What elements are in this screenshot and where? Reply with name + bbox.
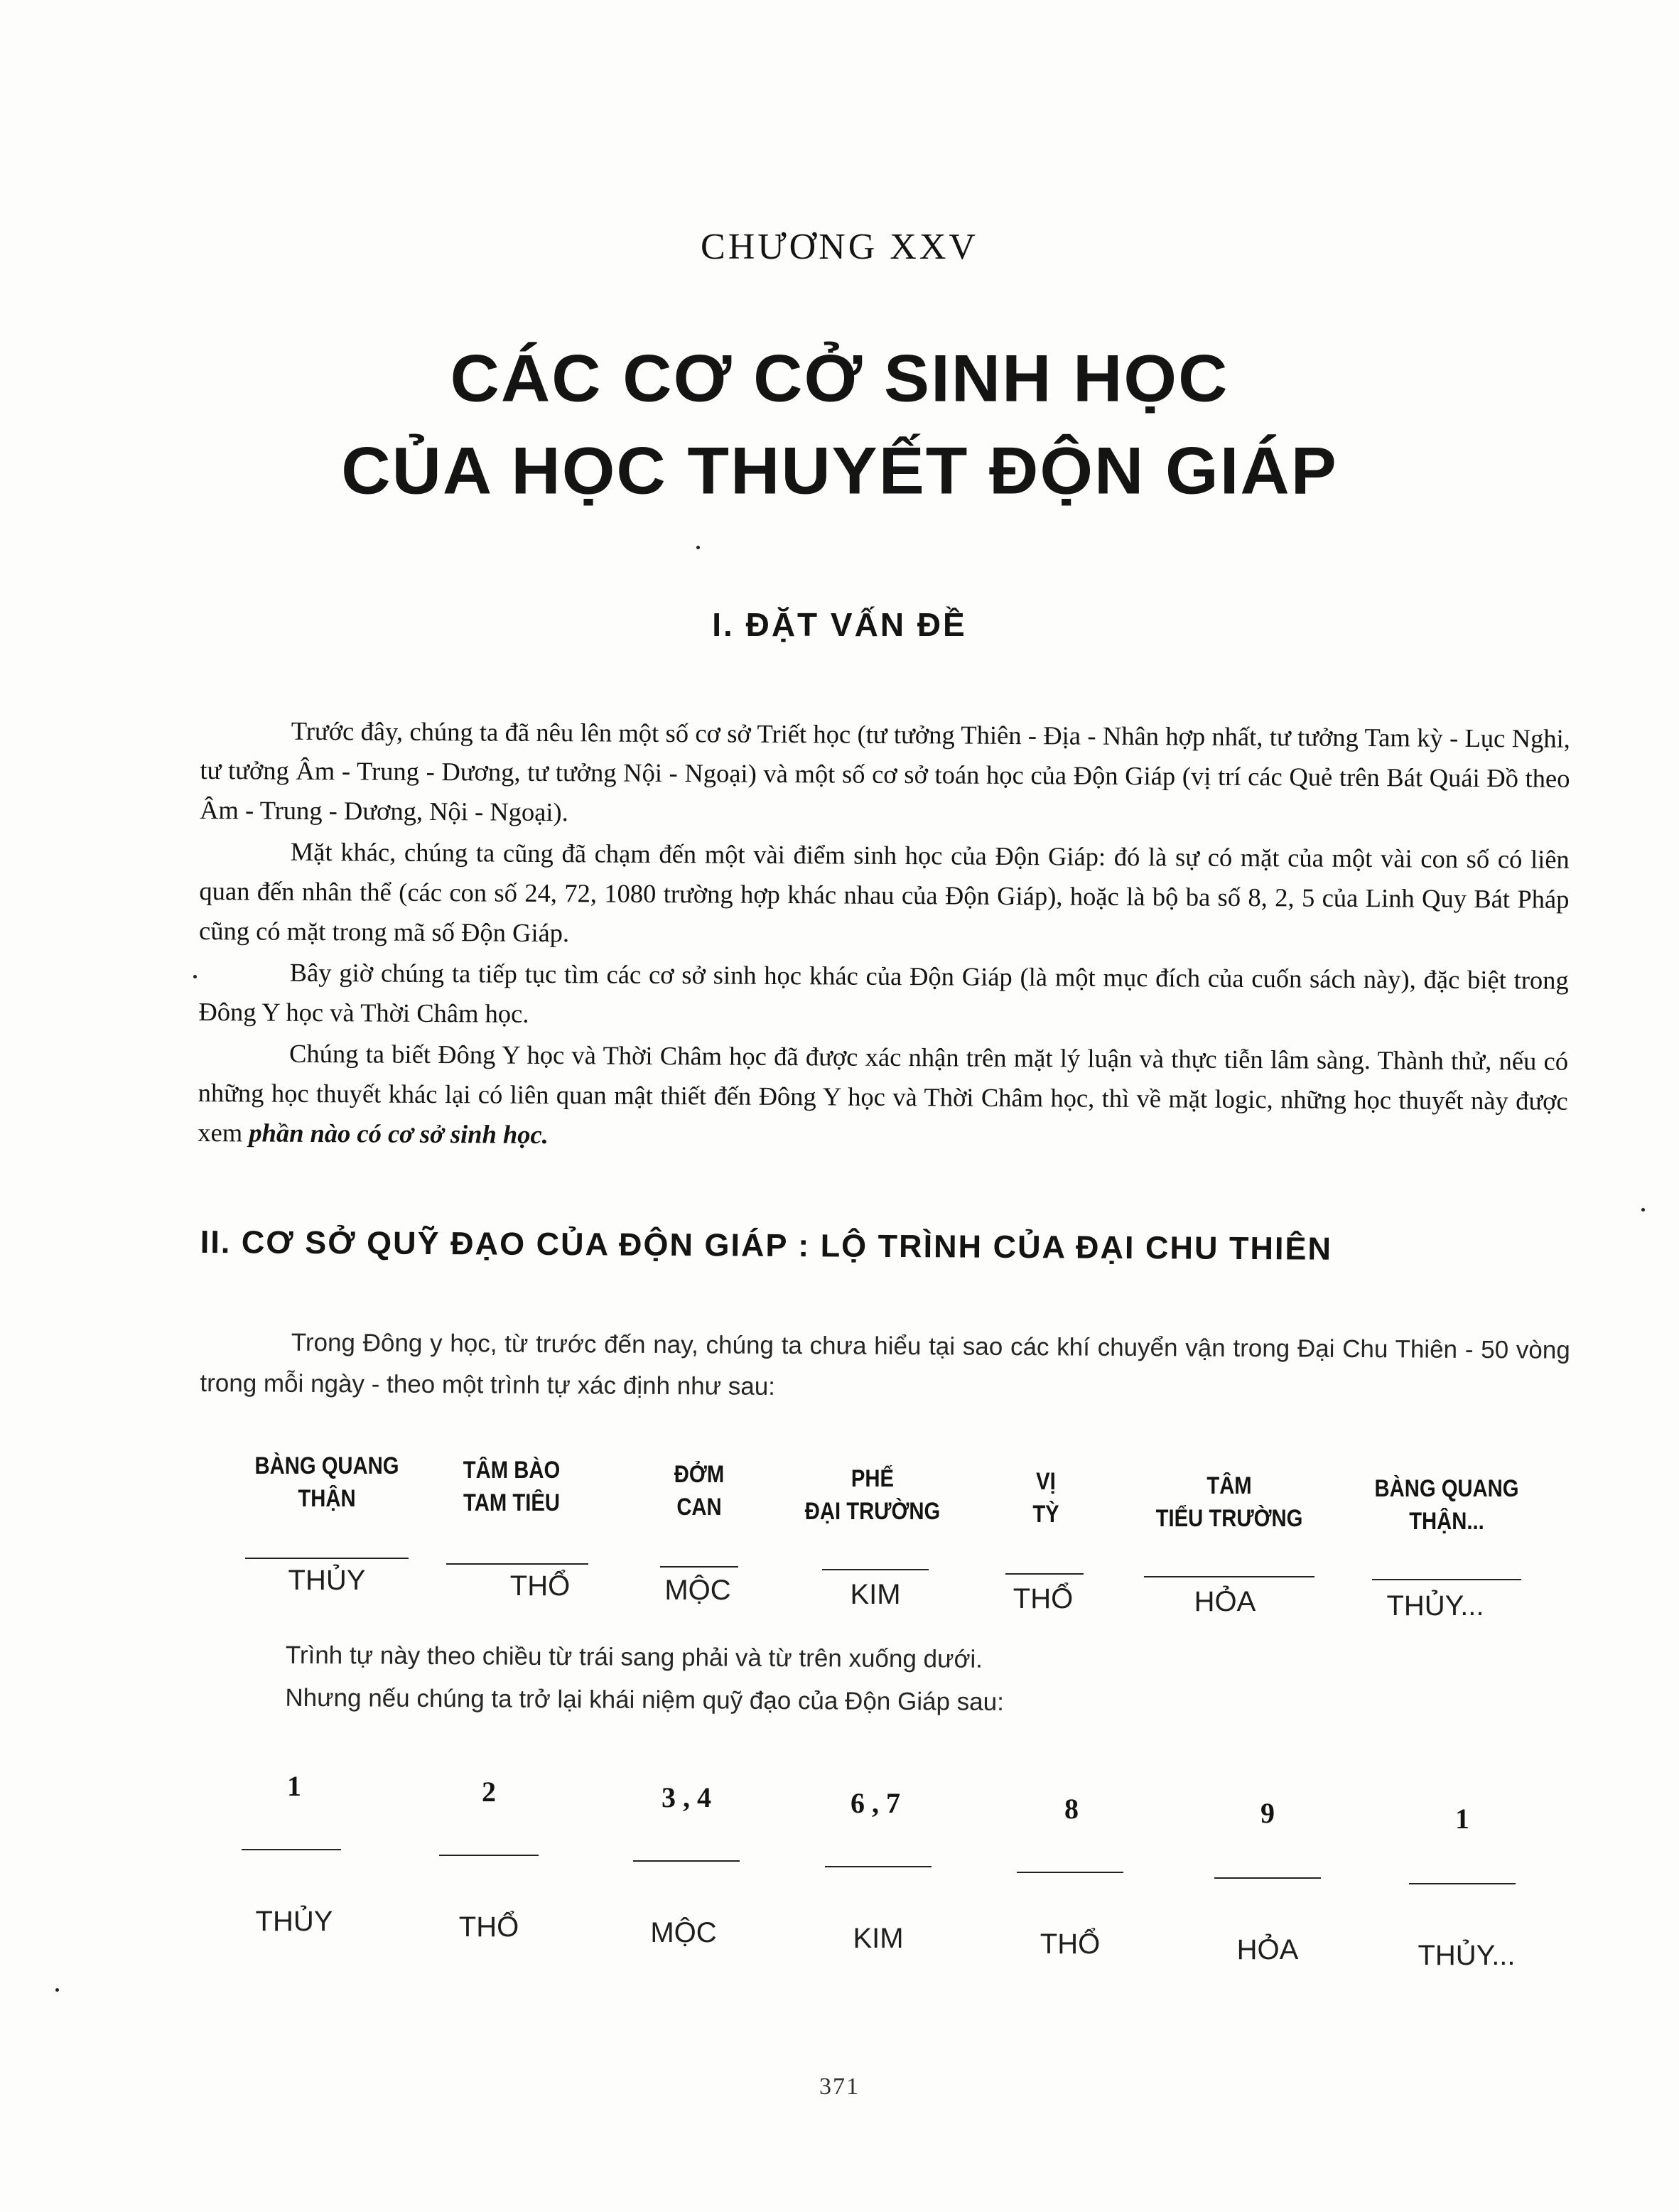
element-label: HỎA bbox=[1194, 1586, 1256, 1617]
paragraph: Trình tự này theo chiều từ trái sang phải và từ trên xuống dưới. bbox=[285, 1641, 983, 1673]
paragraph: Nhưng nếu chúng ta trở lại khái niệm quỹ đạo của Độn Giáp sau: bbox=[285, 1683, 1004, 1716]
organ-label: CAN bbox=[676, 1494, 722, 1521]
organ-label: ĐẠI TRƯỜNG bbox=[804, 1498, 941, 1525]
organ-column bbox=[1363, 1472, 1530, 1538]
orbit-number: 1 bbox=[1455, 1803, 1469, 1835]
organ-column bbox=[670, 1458, 728, 1523]
element-label: KIM bbox=[853, 1923, 904, 1954]
section-2-heading: II. CƠ SỞ QUỸ ĐẠO CỦA ĐỘN GIÁP : LỘ TRÌNH CỦA ĐẠI CHU THIÊN bbox=[200, 1224, 1333, 1267]
orbit-number: 3 , 4 bbox=[662, 1781, 711, 1813]
fraction-rule bbox=[1214, 1877, 1321, 1879]
fraction-rule bbox=[446, 1563, 588, 1565]
organ-label: TAM TIÊU bbox=[463, 1489, 560, 1516]
section-2-note bbox=[200, 1634, 1570, 1728]
element-label: HỎA bbox=[1236, 1934, 1299, 1965]
scan-speck bbox=[193, 975, 197, 978]
section-2-intro bbox=[200, 1322, 1570, 1414]
element-label: THỦY bbox=[255, 1906, 333, 1937]
organ-label: BÀNG QUANG bbox=[1374, 1475, 1519, 1502]
paragraph: Trong Đông y học, từ trước đến nay, chúng ta chưa hiểu tại sao các khí chuyển vận trong Đại Chu Thiên - 50 vòng trong mỗi ngày - theo một trình tự xác định như sau: bbox=[200, 1328, 1570, 1401]
fraction-rule bbox=[660, 1566, 738, 1568]
scan-speck bbox=[1641, 1208, 1645, 1212]
fraction-rule bbox=[1409, 1883, 1516, 1884]
organ-column bbox=[794, 1462, 951, 1528]
fraction-rule bbox=[439, 1855, 539, 1856]
scan-speck bbox=[55, 1988, 59, 1992]
orbit-number: 2 bbox=[482, 1776, 496, 1808]
fraction-rule bbox=[825, 1866, 932, 1867]
element-label: THỔ bbox=[509, 1570, 571, 1602]
fraction-rule bbox=[633, 1860, 740, 1862]
organ-label: TÂM bbox=[1206, 1472, 1252, 1499]
element-label: MỘC bbox=[664, 1575, 731, 1606]
organ-label: PHẾ bbox=[851, 1465, 895, 1492]
organ-column bbox=[1030, 1465, 1061, 1531]
scan-speck bbox=[696, 546, 700, 549]
paragraph: Bây giờ chúng ta tiếp tục tìm các cơ sở sinh học khác của Độn Giáp (là một mục đích của cuốn sách này), đặc biệt trong Đông Y học và Thời Châm học. bbox=[198, 957, 1569, 1028]
paragraph: Mặt khác, chúng ta cũng đã chạm đến một vài điểm sinh học của Độn Giáp: đó là sự có mặt của một vài con số có liên quan đến nhân thể (các con số 24, 72, 1080 trường hợp khác nhau của Độn Giáp), hoặc là bộ ba số 8, 2, 5 của Linh Quy Bát Pháp cũng có mặt trong mã số Độn Giáp. bbox=[198, 836, 1570, 948]
organ-label: ĐỞM bbox=[674, 1461, 725, 1488]
section-1-heading: I. ĐẶT VẤN ĐỀ bbox=[712, 606, 967, 643]
element-label: THỦY... bbox=[1386, 1590, 1484, 1622]
orbit-number: 1 bbox=[287, 1770, 301, 1802]
element-label: MỘC bbox=[650, 1917, 717, 1948]
paragraph bbox=[198, 1033, 1568, 1161]
fraction-rule bbox=[245, 1558, 409, 1559]
element-label: THỔ bbox=[1040, 1928, 1101, 1960]
element-label: THỦY bbox=[288, 1565, 366, 1596]
fraction-rule bbox=[242, 1849, 341, 1850]
organ-label: TÂM BÀO bbox=[463, 1457, 561, 1484]
element-label: THỔ bbox=[458, 1911, 519, 1943]
element-label: THỔ bbox=[1013, 1583, 1074, 1614]
fraction-rule bbox=[1144, 1576, 1314, 1577]
orbit-number: 8 bbox=[1064, 1793, 1079, 1825]
fraction-rule bbox=[822, 1569, 929, 1570]
orbit-number: 6 , 7 bbox=[851, 1787, 900, 1819]
fraction-rule bbox=[1005, 1573, 1084, 1575]
chapter-title-line-1: CÁC CƠ CỞ SINH HỌC bbox=[450, 341, 1229, 416]
organ-column bbox=[455, 1454, 568, 1519]
orbit-number: 9 bbox=[1260, 1797, 1275, 1829]
organ-label: TỲ bbox=[1032, 1501, 1059, 1528]
paragraph-text: Chúng ta biết Đông Y học và Thời Châm học đã được xác nhận trên mặt lý luận và thực tiễn lâm sàng. Thành thử, nếu có những học thuyết khác lại có liên quan mật thiết đến Đông Y học và Thời Châm học, thì về mặt logic, những học thuyết này được xem bbox=[198, 1038, 1569, 1148]
section-1-body bbox=[198, 711, 1570, 1162]
fraction-rule bbox=[1372, 1579, 1521, 1580]
page-number: 371 bbox=[819, 2073, 860, 2100]
chapter-title-line-2: CỦA HỌC THUYẾT ĐỘN GIÁP bbox=[341, 433, 1338, 508]
organ-label: VỊ bbox=[1036, 1468, 1056, 1495]
paragraph: Trước đây, chúng ta đã nêu lên một số cơ sở Triết học (tư tưởng Thiên - Địa - Nhân hợp nhất, tư tưởng Tam kỳ - Lục Nghi, tư tưởng Âm - Trung - Dương, tư tưởng Nội - Ngoại) và một số cơ sở toán học của Độn Giáp (vị trí các Quẻ trên Bát Quái Đồ theo Âm - Trung - Dương, Nội - Ngoại). bbox=[200, 716, 1570, 827]
organ-label: BÀNG QUANG bbox=[254, 1452, 399, 1479]
organ-label: TIỂU TRƯỜNG bbox=[1155, 1505, 1303, 1532]
organ-label: THẬN bbox=[298, 1485, 356, 1512]
element-label: KIM bbox=[850, 1579, 901, 1610]
organ-column bbox=[1144, 1469, 1314, 1535]
emphasized-phrase: phần nào có cơ sở sinh học. bbox=[249, 1118, 549, 1150]
chapter-label: CHƯƠNG XXV bbox=[701, 227, 978, 267]
fraction-rule bbox=[1017, 1872, 1123, 1873]
organ-column bbox=[243, 1450, 411, 1515]
organ-label: THẬN... bbox=[1409, 1508, 1484, 1535]
element-label: THỦY... bbox=[1418, 1940, 1516, 1971]
